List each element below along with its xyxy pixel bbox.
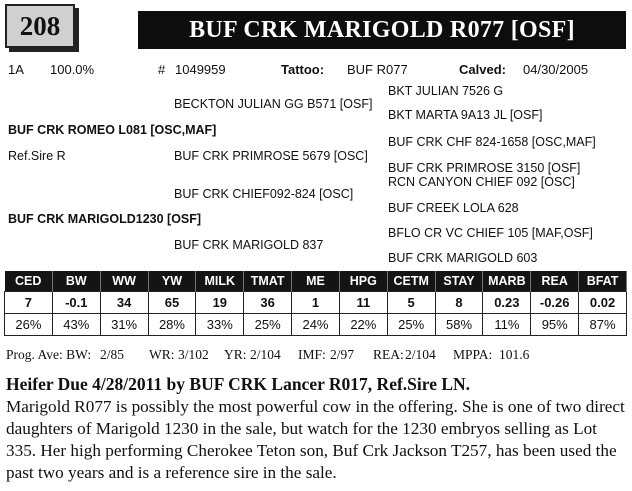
animal-name-title: BUF CRK MARIGOLD R077 [OSF] bbox=[138, 11, 626, 49]
epd-header: STAY bbox=[435, 271, 483, 292]
lot-number: 208 bbox=[5, 4, 75, 48]
prog-wr-label: WR: bbox=[149, 347, 175, 362]
pedigree-ssd: BKT MARTA 9A13 JL [OSF] bbox=[388, 108, 543, 122]
pedigree-sss: BKT JULIAN 7526 G bbox=[388, 84, 504, 98]
epd-header-row bbox=[5, 271, 627, 292]
pedigree-sire-sire: BECKTON JULIAN GG B571 [OSF] bbox=[174, 97, 373, 111]
epd-table bbox=[4, 271, 627, 336]
reg-number: 1049959 bbox=[175, 62, 226, 77]
epd-value: 0.02 bbox=[579, 292, 627, 314]
epd-percentile: 87% bbox=[579, 314, 627, 336]
epd-value: -0.26 bbox=[531, 292, 579, 314]
epd-value: 7 bbox=[5, 292, 53, 314]
pedigree-ref-sire: Ref.Sire R bbox=[8, 149, 66, 163]
epd-header: WW bbox=[100, 271, 148, 292]
epd-header: HPG bbox=[339, 271, 387, 292]
prog-imf-value: 2/97 bbox=[330, 347, 355, 362]
epd-value: 8 bbox=[435, 292, 483, 314]
prog-imf-label: IMF: bbox=[298, 347, 326, 362]
prog-mppa-value: 101.6 bbox=[499, 347, 530, 362]
epd-value: 11 bbox=[339, 292, 387, 314]
epd-header: MARB bbox=[483, 271, 531, 292]
pedigree-dsd: BUF CREEK LOLA 628 bbox=[388, 201, 519, 215]
calved-date: 04/30/2005 bbox=[523, 62, 589, 77]
epd-header: CETM bbox=[387, 271, 435, 292]
pedigree-sds: BUF CRK CHF 824-1658 [OSC,MAF] bbox=[388, 135, 596, 149]
epd-percentile: 11% bbox=[483, 314, 531, 336]
prog-bw-value: 2/85 bbox=[100, 347, 125, 362]
epd-header: BW bbox=[52, 271, 100, 292]
epd-percentile: 25% bbox=[387, 314, 435, 336]
epd-header: TMAT bbox=[244, 271, 292, 292]
pedigree-sdd: BUF CRK PRIMROSE 3150 [OSF] bbox=[388, 161, 581, 175]
epd-percentile: 26% bbox=[5, 314, 53, 336]
prog-yr-label: YR: bbox=[224, 347, 247, 362]
percent: 100.0% bbox=[50, 62, 95, 77]
epd-value: 36 bbox=[244, 292, 292, 314]
epd-value: 65 bbox=[148, 292, 196, 314]
pedigree-ddd: BUF CRK MARIGOLD 603 bbox=[388, 251, 538, 265]
epd-value: 5 bbox=[387, 292, 435, 314]
tattoo-label: Tattoo: bbox=[281, 62, 325, 77]
reg-label: # bbox=[158, 62, 166, 77]
prog-bw-label: Prog. Ave: BW: bbox=[6, 347, 92, 362]
epd-header: MILK bbox=[196, 271, 244, 292]
pedigree-sire: BUF CRK ROMEO L081 [OSC,MAF] bbox=[8, 123, 217, 137]
epd-value: 34 bbox=[100, 292, 148, 314]
epd-percentile-row bbox=[5, 314, 627, 336]
pedigree-dss: RCN CANYON CHIEF 092 [OSC] bbox=[388, 175, 575, 189]
epd-header: CED bbox=[5, 271, 53, 292]
epd-percentile: 33% bbox=[196, 314, 244, 336]
prog-rea-value: 2/104 bbox=[405, 347, 436, 362]
prog-yr-value: 2/104 bbox=[250, 347, 281, 362]
prog-wr-value: 3/102 bbox=[178, 347, 209, 362]
breeding-due-line: Heifer Due 4/28/2011 by BUF CRK Lancer R017, Ref.Sire LN. bbox=[6, 374, 471, 394]
prog-rea-label: REA: bbox=[373, 347, 404, 362]
epd-header: ME bbox=[292, 271, 340, 292]
epd-percentile: 95% bbox=[531, 314, 579, 336]
tattoo-value: BUF R077 bbox=[347, 62, 408, 77]
epd-percentile: 25% bbox=[244, 314, 292, 336]
epd-header: YW bbox=[148, 271, 196, 292]
epd-value: 19 bbox=[196, 292, 244, 314]
epd-value: -0.1 bbox=[52, 292, 100, 314]
epd-values-row bbox=[5, 292, 627, 314]
calved-label: Calved: bbox=[459, 62, 506, 77]
epd-percentile: 28% bbox=[148, 314, 196, 336]
prog-mppa-label: MPPA: bbox=[453, 347, 493, 362]
epd-percentile: 22% bbox=[339, 314, 387, 336]
pedigree-dam-sire: BUF CRK CHIEF092-824 [OSC] bbox=[174, 187, 354, 201]
pedigree-dam-dam: BUF CRK MARIGOLD 837 bbox=[174, 238, 324, 252]
epd-value: 0.23 bbox=[483, 292, 531, 314]
epd-percentile: 31% bbox=[100, 314, 148, 336]
pedigree-dds: BFLO CR VC CHIEF 105 [MAF,OSF] bbox=[388, 226, 593, 240]
epd-header: BFAT bbox=[579, 271, 627, 292]
epd-percentile: 58% bbox=[435, 314, 483, 336]
epd-value: 1 bbox=[292, 292, 340, 314]
epd-percentile: 43% bbox=[52, 314, 100, 336]
pedigree-sire-dam: BUF CRK PRIMROSE 5679 [OSC] bbox=[174, 149, 368, 163]
pedigree-dam: BUF CRK MARIGOLD1230 [OSF] bbox=[8, 212, 202, 226]
epd-percentile: 24% bbox=[292, 314, 340, 336]
lot-description: Marigold R077 is possibly the most powerful cow in the offering. She is one of two direct daughters of Marigold 1230 in the sale, but watch for the 1230 embryos selling as Lot 335. Her high performing Cherokee Teton son, Buf Crk Jackson T257, has been used the past two years and is a reference sire in the sale. bbox=[6, 397, 625, 482]
epd-header: REA bbox=[531, 271, 579, 292]
lot-code: 1A bbox=[8, 62, 24, 77]
